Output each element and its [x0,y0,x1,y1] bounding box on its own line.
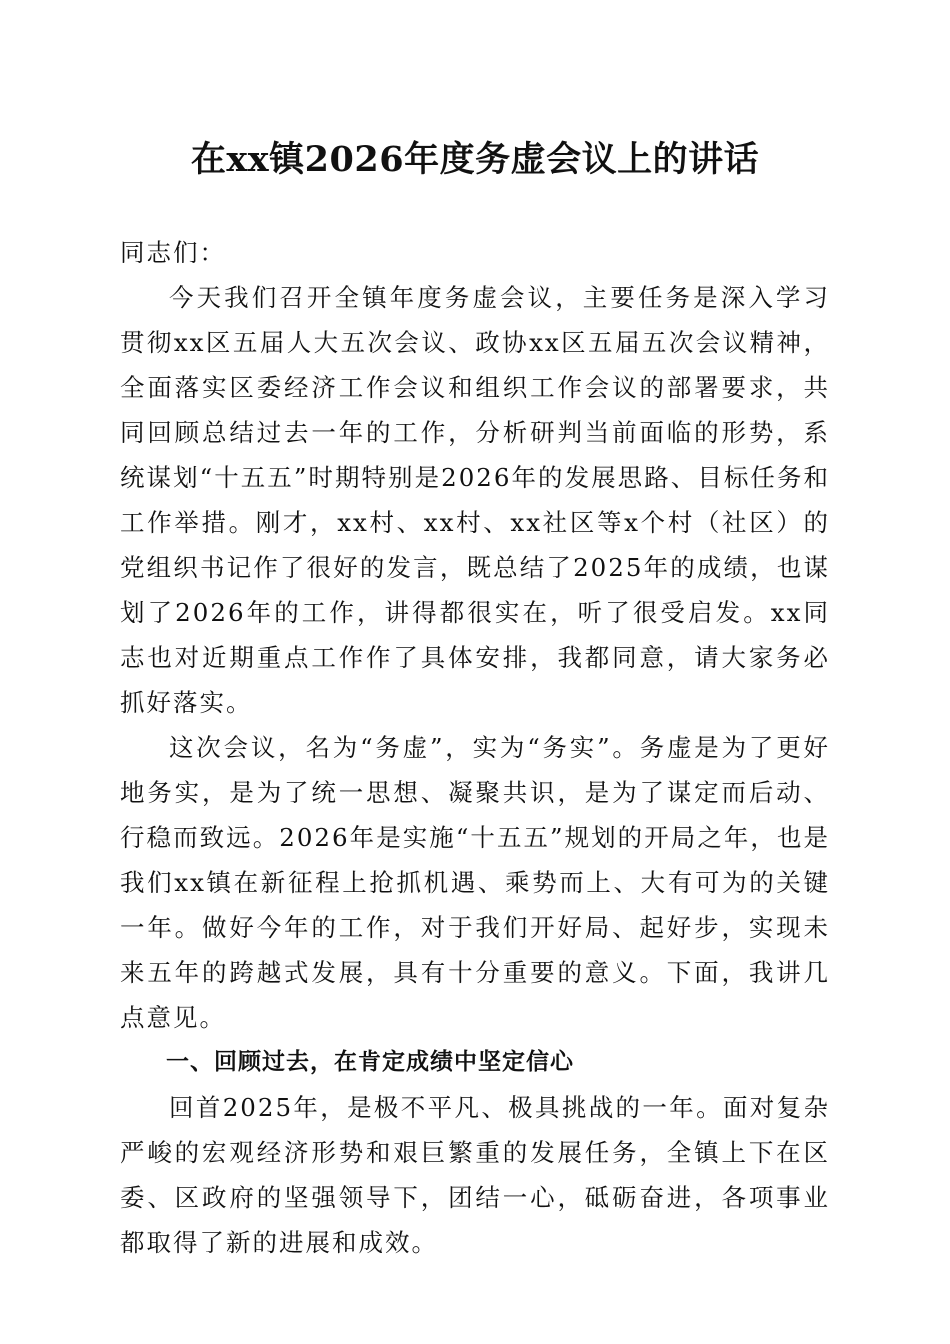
document-title: 在xx镇2026年度务虚会议上的讲话 [190,139,760,180]
paragraph-section-1: 回首2025年，是极不平凡、极具挑战的一年。面对复杂严峻的宏观经济形势和艰巨繁重的发展任务，全镇上下在区委、区政府的坚强领导下，团结一心，砥砺奋进，各项事业都取得了新的进展和成效。 [120,1093,830,1257]
document-body [120,230,830,1265]
paragraph-meeting-purpose: 这次会议，名为“务虚”，实为“务实”。务虚是为了更好地务实，是为了统一思想、凝聚共识，是为了谋定而后动、行稳而致远。2026年是实施“十五五”规划的开局之年，也是我们xx镇在新征程上抢抓机遇、乘势而上、大有可为的关键一年。做好今年的工作，对于我们开好局、起好步，实现未来五年的跨越式发展，具有十分重要的意义。下面，我讲几点意见。 [120,733,830,1032]
salutation: 同志们： [120,238,226,267]
paragraph-intro: 今天我们召开全镇年度务虚会议，主要任务是深入学习贯彻xx区五届人大五次会议、政协xx区五届五次会议精神，全面落实区委经济工作会议和组织工作会议的部署要求，共同回顾总结过去一年的工作，分析研判当前面临的形势，系统谋划“十五五”时期特别是2026年的发展思路、目标任务和工作举措。刚才，xx村、xx村、xx社区等x个村（社区）的党组织书记作了很好的发言，既总结了2025年的成绩，也谋划了2026年的工作，讲得都很实在，听了很受启发。xx同志也对近期重点工作作了具体安排，我都同意，请大家务必抓好落实。 [120,283,830,717]
section-heading-1: 一、回顾过去，在肯定成绩中坚定信心 [166,1049,574,1075]
